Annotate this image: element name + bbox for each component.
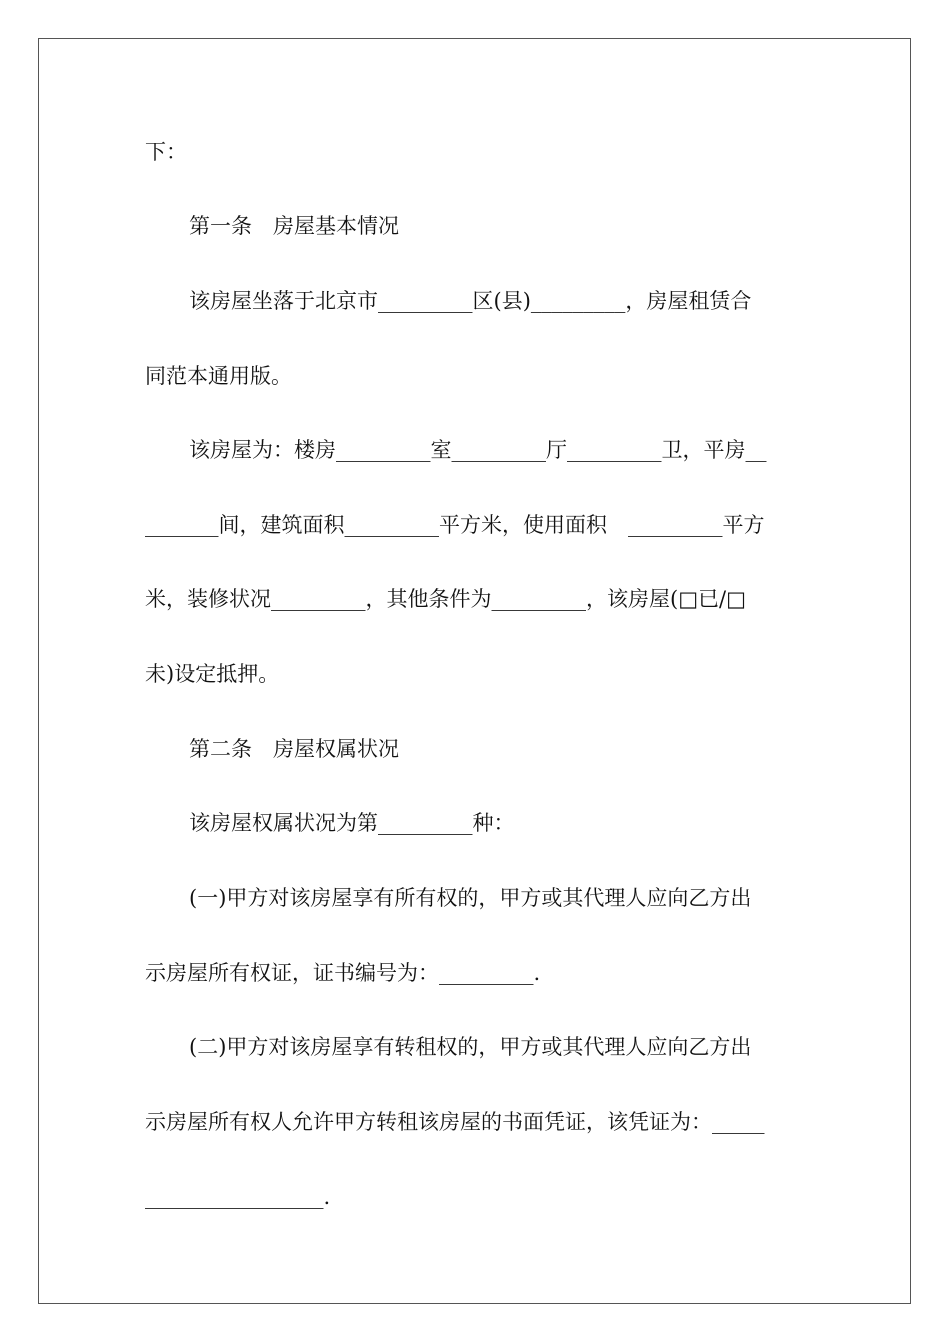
text-line: (一)甲方对该房屋享有所有权的，甲方或其代理人应向乙方出 [189,886,752,910]
article-2-heading: 第二条 房屋权属状况 [189,737,399,761]
text-line: 未)设定抵押。 [145,662,280,686]
article-1-heading: 第一条 房屋基本情况 [189,214,399,238]
text-line: 该房屋为：楼房_________室_________厅_________卫，平房__ [189,438,767,462]
text-line: 该房屋坐落于北京市_________区(县)_________，房屋租赁合 [189,289,752,313]
text-line: 示房屋所有权证，证书编号为：_________. [145,961,541,985]
text-line: (二)甲方对该房屋享有转租权的，甲方或其代理人应向乙方出 [189,1035,752,1059]
text-line: _______间，建筑面积_________平方米，使用面积 _________平方 [145,513,765,537]
text-line: 示房屋所有权人允许甲方转租该房屋的书面凭证，该凭证为：_____ [145,1110,765,1134]
text-line: 该房屋权属状况为第_________种： [189,811,515,835]
text-line: _________________. [145,1185,331,1209]
text-line: 米，装修状况_________，其他条件为_________，该房屋(□已/□ [145,587,746,611]
text-line: 同范本通用版。 [145,364,292,388]
text-line: 下： [145,140,187,164]
